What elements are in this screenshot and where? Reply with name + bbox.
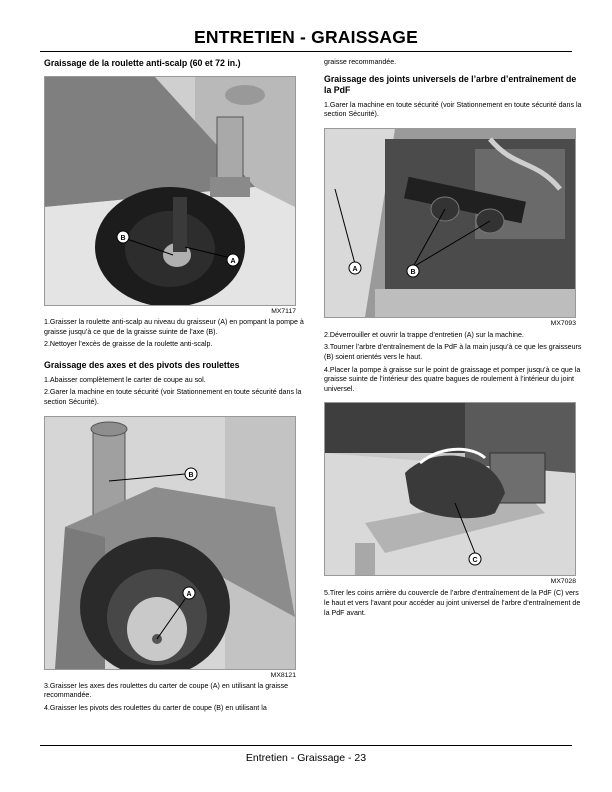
callout-a: A bbox=[186, 590, 192, 598]
step-text: 5.Tirer les coins arrière du couvercle de l’arbre d’entraînement de la PdF (C) vers le haut et vers l’avant pour accéder au joint universel de l’arbre d’entraînement de la PdF avant. bbox=[324, 589, 581, 617]
anti-scalp-wheel-photo bbox=[45, 77, 295, 305]
step-text: 1.Graisser la roulette anti-scalp au niveau du graisseur (A) en pompant la pompe à graisse jusqu’à ce que de la graisse suinte de l’axe (B). bbox=[44, 318, 304, 336]
section-heading-anti-scalp: Graissage de la roulette anti-scalp (60 et 72 in.) bbox=[44, 58, 241, 68]
step-text: 2.Garer la machine en toute sécurité (voir Stationnement en toute sécurité dans la section Sécurité). bbox=[44, 388, 302, 406]
header-rule bbox=[40, 51, 572, 52]
step-text: 3.Graisser les axes des roulettes du carter de coupe (A) en utilisant la graisse recommandée. bbox=[44, 681, 289, 700]
pto-cover-photo bbox=[325, 403, 575, 575]
callout-b: B bbox=[188, 471, 194, 479]
figure-pto-cover bbox=[324, 402, 576, 576]
step-text: 4.Placer la pompe à graisse sur le point de graissage et pomper jusqu’à ce que la graisse suinte de l’intérieur des quatre bagues de roulement à l’intérieur du joint universel. bbox=[324, 365, 581, 393]
caster-wheel-photo bbox=[45, 417, 295, 669]
footer-rule bbox=[40, 745, 572, 746]
left-column bbox=[44, 58, 308, 713]
step-text: 1.Abaisser complètement le carter de coupe au sol. bbox=[44, 375, 206, 384]
callout-b: B bbox=[120, 235, 126, 242]
callout-a: A bbox=[230, 258, 236, 265]
callout-c: C bbox=[472, 557, 478, 565]
step-text: 1.Garer la machine en toute sécurité (voir Stationnement en toute sécurité dans la section Sécurité). bbox=[324, 100, 582, 119]
callout-a: A bbox=[352, 265, 358, 273]
figure-code: MX7093 bbox=[550, 319, 576, 327]
continued-text: graisse recommandée. bbox=[324, 58, 397, 66]
step-text: 2.Déverrouiller et ouvrir la trappe d’entretien (A) sur la machine. bbox=[324, 330, 524, 339]
page-footer: Entretien - Graissage - 23 bbox=[245, 752, 367, 764]
step-text: 2.Nettoyer l’excès de graisse de la roulette anti-scalp. bbox=[44, 340, 213, 349]
section-heading-caster: Graissage des axes et des pivots des roulettes bbox=[44, 359, 240, 370]
page-title: ENTRETIEN - GRAISSAGE bbox=[194, 27, 418, 47]
figure-caster-wheel bbox=[44, 416, 296, 670]
step-text: 4.Graisser les pivots des roulettes du carter de coupe (B) en utilisant la bbox=[44, 703, 267, 712]
figure-code: MX8121 bbox=[270, 671, 296, 679]
callout-b: B bbox=[410, 268, 416, 276]
figure-code: MX7028 bbox=[550, 578, 576, 586]
section-heading-pto-joints: Graissage des joints universels de l’arbre d’entraînement de la PdF bbox=[324, 73, 577, 95]
figure-anti-scalp-wheel bbox=[44, 76, 296, 306]
figure-pto-shaft bbox=[324, 128, 576, 318]
pto-shaft-photo bbox=[325, 129, 575, 317]
figure-code: MX7117 bbox=[271, 308, 296, 315]
step-text: 3.Tourner l’arbre d’entraînement de la PdF à la main jusqu’à ce que les graisseurs (B) soient orientés vers le haut. bbox=[324, 343, 582, 361]
right-column bbox=[324, 58, 584, 618]
